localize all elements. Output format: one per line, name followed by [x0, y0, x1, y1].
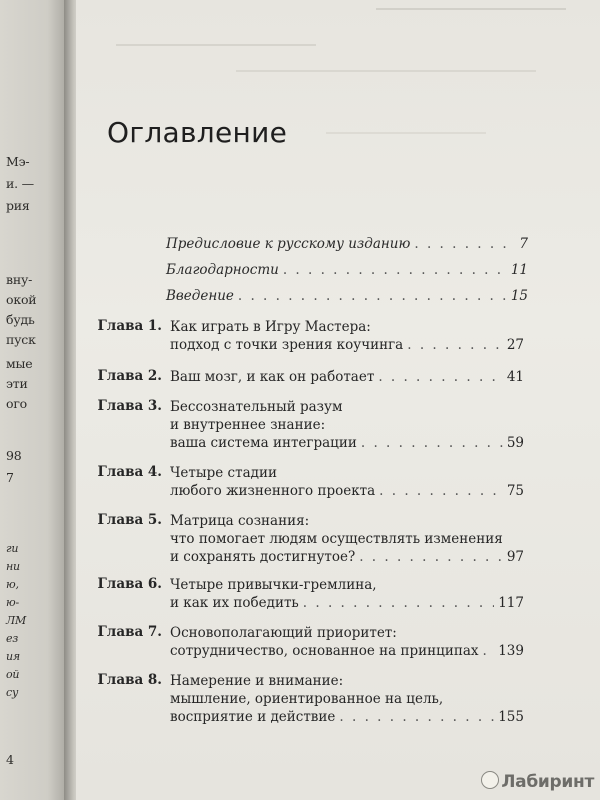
- chapter-label: Глава 2.: [97, 368, 162, 384]
- leader-dots: [303, 594, 494, 612]
- leader-dots: [361, 434, 503, 452]
- toc-entry-text: Введение: [166, 288, 234, 304]
- chapter-title-line: подход с точки зрения коучинга: [170, 337, 404, 353]
- show-through-line: [116, 44, 316, 46]
- toc-entry-page: 7: [519, 236, 528, 252]
- chapter-page: 155: [498, 709, 524, 725]
- left-page-fragment: пуск: [6, 332, 36, 347]
- watermark-text: Лабиринт: [501, 772, 594, 792]
- chapter-title-line: ваша система интеграции: [170, 435, 357, 451]
- chapter-title-line: Основополагающий приоритет:: [170, 625, 397, 641]
- leader-dots: [407, 336, 503, 354]
- left-page-fragment: ги: [6, 542, 19, 555]
- leader-dots: [379, 482, 503, 500]
- chapter-label: Глава 3.: [97, 398, 162, 414]
- left-page-fragment: 7: [6, 470, 14, 485]
- show-through-line: [326, 132, 486, 134]
- left-page-fragment: эти: [6, 376, 28, 391]
- left-page-fragment: ю,: [6, 578, 19, 591]
- chapter-title-line: восприятие и действие: [170, 709, 336, 725]
- toc-entry-page: 15: [510, 288, 528, 304]
- chapter-title-line: Бессознательный разум: [170, 399, 343, 415]
- left-page-fragment: ю-: [6, 596, 20, 609]
- left-page-fragment: ез: [6, 632, 19, 645]
- chapter-label: Глава 4.: [97, 464, 162, 480]
- watermark-logo: [481, 771, 594, 792]
- left-page-fragment: 98: [6, 448, 22, 463]
- chapter-label: Глава 8.: [97, 672, 162, 688]
- chapter-title-line: и сохранять достигнутое?: [170, 549, 356, 565]
- left-page-fragment: и. —: [6, 176, 34, 191]
- left-page-fragment: ия: [6, 650, 20, 663]
- left-page-fragment: вну-: [6, 272, 33, 287]
- left-page-fragment: Мэ-: [6, 154, 30, 169]
- left-page-fragment: ой: [6, 668, 20, 681]
- chapter-page: 27: [506, 337, 524, 353]
- leader-dots: [378, 368, 503, 386]
- chapter-label: Глава 1.: [97, 318, 162, 334]
- chapter-title-line: Матрица сознания:: [170, 513, 310, 529]
- leader-dots: [359, 548, 503, 566]
- toc-entry-preface[interactable]: [166, 236, 528, 262]
- show-through-line: [376, 8, 566, 10]
- leader-dots: [482, 642, 494, 660]
- chapter-page: 139: [498, 643, 524, 659]
- left-page-fragment: ого: [6, 396, 28, 411]
- leader-dots: [283, 262, 507, 278]
- chapter-page: 75: [506, 483, 524, 499]
- left-page-fragment: су: [6, 686, 19, 699]
- chapter-title-line: Как играть в Игру Мастера:: [170, 319, 371, 335]
- chapter-label: Глава 6.: [97, 576, 162, 592]
- left-page-fragment: будь: [6, 312, 35, 327]
- chapter-title-line: мышление, ориентированное на цель,: [170, 691, 444, 707]
- left-page-fragment: ЛМ: [6, 614, 27, 627]
- chapter-label: Глава 7.: [97, 624, 162, 640]
- chapter-title-line: Намерение и внимание:: [170, 673, 344, 689]
- chapter-title-line: Ваш мозг, и как он работает: [170, 369, 375, 385]
- chapter-page: 97: [506, 549, 524, 565]
- chapter-title-line: и как их победить: [170, 595, 299, 611]
- left-page-fragment: мые: [6, 356, 33, 371]
- chapter-title-line: и внутреннее знание:: [170, 417, 326, 433]
- leader-dots: [339, 708, 494, 726]
- leader-dots: [414, 236, 515, 252]
- left-page-fragment: ни: [6, 560, 20, 573]
- toc-entry-page: 11: [510, 262, 528, 278]
- chapter-page: 59: [506, 435, 524, 451]
- toc-entry-text: Предисловие к русскому изданию: [166, 236, 411, 252]
- toc-entry-introduction[interactable]: [166, 288, 528, 314]
- labyrinth-logo-icon: [481, 771, 499, 789]
- toc-entry-acknowledgements[interactable]: [166, 262, 528, 288]
- chapter-title-line: Четыре стадии: [170, 465, 277, 481]
- left-facing-page: [0, 0, 68, 800]
- chapter-title-line: любого жизненного проекта: [170, 483, 376, 499]
- toc-entry-text: Благодарности: [166, 262, 279, 278]
- chapter-title-line: сотрудничество, основанное на принципах: [170, 643, 479, 659]
- chapter-title-line: Четыре привычки-гремлина,: [170, 577, 377, 593]
- left-page-fragment: 4: [6, 752, 14, 767]
- chapter-page: 41: [506, 369, 524, 385]
- chapter-label: Глава 5.: [97, 512, 162, 528]
- show-through-line: [236, 70, 536, 72]
- left-page-fragment: рия: [6, 198, 30, 213]
- toc-page: [76, 0, 600, 800]
- intro-list: [166, 236, 528, 314]
- page-title: Оглавление: [107, 116, 288, 149]
- chapter-title-line: что помогает людям осуществлять изменения: [170, 531, 503, 547]
- left-page-fragment: окой: [6, 292, 37, 307]
- chapter-page: 117: [498, 595, 524, 611]
- leader-dots: [238, 288, 507, 304]
